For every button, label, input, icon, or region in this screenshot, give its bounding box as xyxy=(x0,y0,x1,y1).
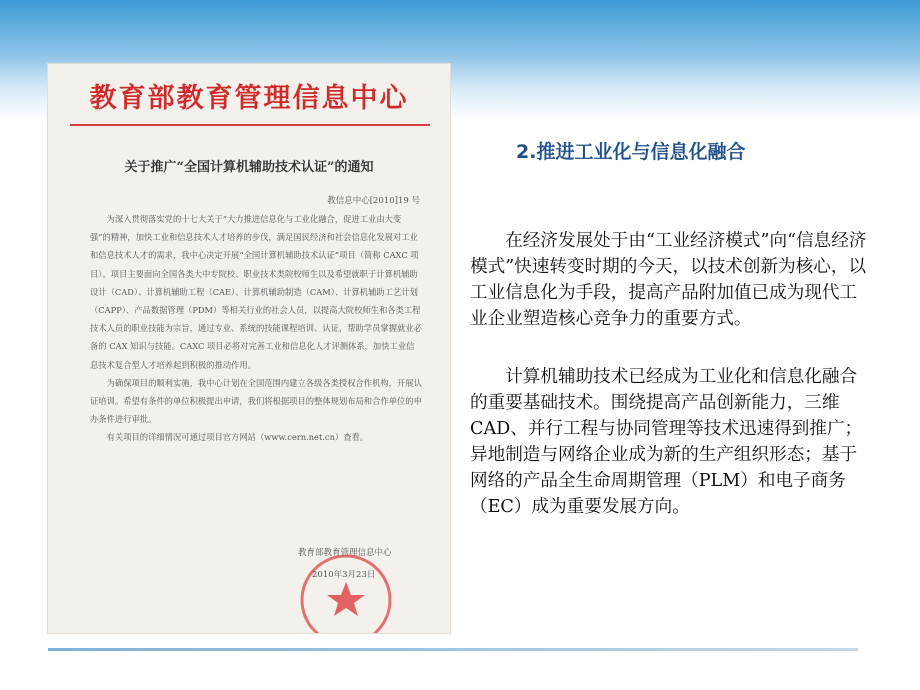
document-signature-block xyxy=(298,542,392,586)
footer-divider xyxy=(48,648,858,651)
document-number: 教信息中心[2010]19 号 xyxy=(327,196,420,206)
body-paragraph-1: 在经济发展处于由“工业经济模式”向“信息经济模式”快速转变时期的今天，以技术创新为核心，以工业信息化为手段，提高产品附加值已成为现代工业企业塑造核心竞争力的重要方式。 xyxy=(470,231,867,329)
document-title: 关于推广“全国计算机辅助技术认证”的通知 xyxy=(124,160,374,175)
section-heading: 2.推进工业化与信息化融合 xyxy=(516,141,746,163)
notice-document-image xyxy=(48,64,450,633)
document-date: 2010年3月23日 xyxy=(312,570,376,580)
letterhead-red-rule xyxy=(70,124,430,126)
document-paragraph: 为深入贯彻落实党的十七大关于“大力推进信息化与工业化融合，促进工业由大变强”的精神，加快工业和信息技术人才培养的步伐，满足国民经济和社会信息化发展对工业和信息技术人才的需求，我中心决定开展“全国计算机辅助技术认证”项目（简称 CAXC 项目）。项目主要面向全国各类大中专院校、职业技术类院校师生以及希望就职于计算机辅助设计（CAD）、计算机辅助工程（CAE）、计算机辅助制造（CAM）、计算机辅助工艺计划（CAPP）、产品数据管理（PDM）等相关行业的社会人员，以提高大院校师生和各类工程技术人员的职业技能为宗旨，通过专业、系统的技能课程培训、认证，帮助学员掌握就业必备的 CAX 知识与技能。CAXC 项目必将对完善工业和信息化人才评测体系，加快工业信息技术复合型人才培养起到积极的推动作用。 xyxy=(90,214,422,370)
document-letterhead: 教育部教育管理信息中心 xyxy=(89,83,409,114)
body-paragraph-2: 计算机辅助技术已经成为工业化和信息化融合的重要基础技术。围绕提高产品创新能力，三维CAD、并行工程与协同管理等技术迅速得到推广；异地制造与网络企业成为新的生产组织形态；基于网络的产品全生命周期管理（PLM）和电子商务（EC）成为重要发展方向。 xyxy=(470,367,863,517)
document-paragraph: 为确保项目的顺利实施，我中心计划在全国范围内建立各级各类授权合作机构，开展认证培训。希望有条件的单位积极提出申请，我们将根据项目的整体规划布局和合作单位的申办条件进行审批。 xyxy=(90,377,422,425)
document-signature: 教育部教育管理信息中心 xyxy=(298,548,392,558)
document-paragraph: 有关项目的详细情况可通过项目官方网站（www.cern.net.cn）查看。 xyxy=(106,432,369,443)
document-body xyxy=(90,210,422,447)
